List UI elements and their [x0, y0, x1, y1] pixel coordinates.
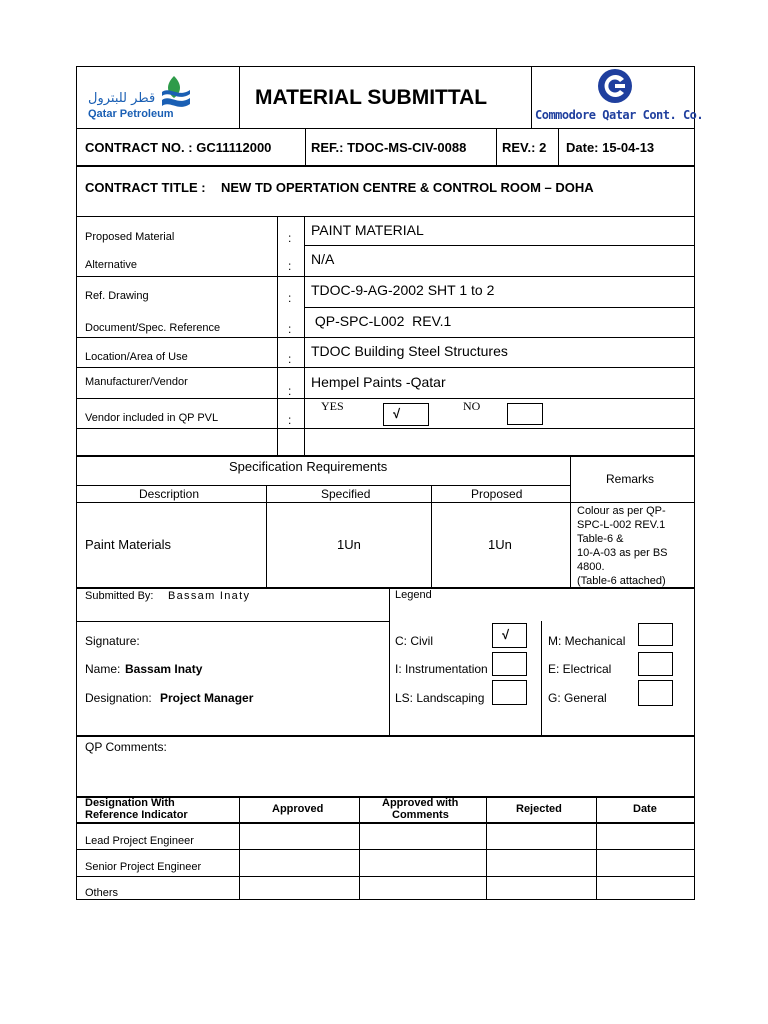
- approval-header-reference: Reference Indicator: [85, 809, 188, 821]
- vendor-no-checkbox[interactable]: [507, 403, 543, 425]
- contract-date: Date: 15-04-13: [566, 140, 655, 155]
- field-value-manufacturer: Hempel Paints -Qatar: [311, 374, 446, 390]
- spec-row-description: Paint Materials: [85, 537, 171, 552]
- company-name: Commodore Qatar Cont. Co.: [535, 108, 704, 122]
- contract-title-label: CONTRACT TITLE :: [85, 180, 206, 195]
- remarks-line: (Table-6 attached): [577, 575, 666, 587]
- field-label-ref-drawing: Ref. Drawing: [85, 290, 149, 302]
- remarks-line: SPC-L-002 REV.1: [577, 519, 666, 531]
- qp-comments-label: QP Comments:: [85, 740, 167, 754]
- vendor-no-label: NO: [463, 399, 481, 413]
- legend-item-instrumentation: I: Instrumentation: [395, 662, 488, 676]
- qp-logo-arabic: قطر للبترول: [88, 91, 156, 106]
- spec-row-specified: 1Un: [337, 537, 361, 552]
- field-label-location: Location/Area of Use: [85, 351, 188, 363]
- approval-row-senior-engineer: Senior Project Engineer: [85, 861, 202, 873]
- field-value-location: TDOC Building Steel Structures: [311, 343, 508, 359]
- field-value-proposed-material: PAINT MATERIAL: [311, 222, 424, 238]
- legend-electrical-checkbox[interactable]: [638, 652, 673, 676]
- colon: :: [288, 352, 292, 366]
- legend-item-electrical: E: Electrical: [548, 662, 612, 676]
- spec-remarks-header: Remarks: [606, 472, 655, 486]
- field-label-proposed-material: Proposed Material: [85, 231, 175, 243]
- approval-row-others: Others: [85, 887, 119, 899]
- contract-title-value: NEW TD OPERTATION CENTRE & CONTROL ROOM – DOHA: [221, 180, 594, 195]
- field-value-alternative: N/A: [311, 251, 335, 267]
- spec-col-proposed: Proposed: [471, 487, 523, 501]
- field-label-manufacturer: Manufacturer/Vendor: [85, 376, 188, 388]
- colon: :: [288, 231, 292, 245]
- legend-instrumentation-checkbox[interactable]: [492, 652, 527, 676]
- qp-logo: [86, 72, 206, 124]
- spec-row-proposed: 1Un: [488, 537, 512, 552]
- designation-label: Designation:: [85, 691, 152, 705]
- spec-title: Specification Requirements: [229, 459, 388, 474]
- contract-no: CONTRACT NO. : GC11112000: [85, 140, 272, 155]
- remarks-line: Table-6 &: [577, 533, 624, 545]
- vendor-yes-check: √: [393, 406, 401, 421]
- legend-item-mechanical: M: Mechanical: [548, 634, 626, 648]
- approval-header-date: Date: [633, 803, 657, 815]
- remarks-line: Colour as per QP-: [577, 505, 666, 517]
- colon: :: [288, 322, 292, 336]
- name-value: Bassam Inaty: [125, 662, 203, 676]
- field-label-spec-reference: Document/Spec. Reference: [85, 322, 221, 334]
- signature-label: Signature:: [85, 634, 140, 648]
- legend-item-civil: C: Civil: [395, 634, 433, 648]
- field-label-vendor-pvl: Vendor included in QP PVL: [85, 412, 219, 424]
- approval-header-designation: Designation With: [85, 797, 175, 809]
- approval-header-approved: Approved: [272, 803, 324, 815]
- page-title: MATERIAL SUBMITTAL: [255, 86, 488, 109]
- contract-ref: REF.: TDOC-MS-CIV-0088: [311, 140, 467, 155]
- submitted-by-value: Bassam Inaty: [168, 590, 251, 602]
- legend-title: Legend: [395, 589, 432, 601]
- legend-landscaping-checkbox[interactable]: [492, 680, 527, 705]
- qp-logo-icon: [156, 72, 196, 112]
- legend-civil-checkbox[interactable]: [492, 623, 527, 648]
- colon: :: [288, 384, 292, 398]
- remarks-line: 10-A-03 as per BS: [577, 547, 668, 559]
- approval-header-comments: Comments: [392, 809, 449, 821]
- colon: :: [288, 259, 292, 273]
- name-label: Name:: [85, 662, 121, 676]
- commodore-logo-icon: [597, 68, 633, 104]
- colon: :: [288, 291, 292, 305]
- qp-logo-text: Qatar Petroleum: [88, 108, 174, 120]
- legend-civil-check: √: [502, 627, 510, 642]
- contract-rev: REV.: 2: [502, 140, 547, 155]
- legend-mechanical-checkbox[interactable]: [638, 623, 673, 646]
- legend-item-landscaping: LS: Landscaping: [395, 691, 485, 705]
- legend-general-checkbox[interactable]: [638, 680, 673, 706]
- approval-header-approved-with: Approved with: [382, 797, 459, 809]
- vendor-yes-checkbox[interactable]: [383, 403, 429, 426]
- legend-item-general: G: General: [548, 691, 607, 705]
- vendor-yes-label: YES: [321, 399, 344, 413]
- approval-header-rejected: Rejected: [516, 803, 562, 815]
- remarks-line: 4800.: [577, 561, 605, 573]
- field-label-alternative: Alternative: [85, 259, 137, 271]
- designation-value: Project Manager: [160, 691, 254, 705]
- field-value-ref-drawing: TDOC-9-AG-2002 SHT 1 to 2: [311, 282, 495, 298]
- field-value-spec-reference: QP-SPC-L002 REV.1: [311, 313, 452, 329]
- submitted-by-label: Submitted By:: [85, 590, 154, 602]
- spec-remarks: [577, 504, 693, 588]
- colon: :: [288, 413, 292, 427]
- spec-col-description: Description: [139, 487, 200, 501]
- spec-col-specified: Specified: [321, 487, 371, 501]
- approval-row-lead-engineer: Lead Project Engineer: [85, 835, 194, 847]
